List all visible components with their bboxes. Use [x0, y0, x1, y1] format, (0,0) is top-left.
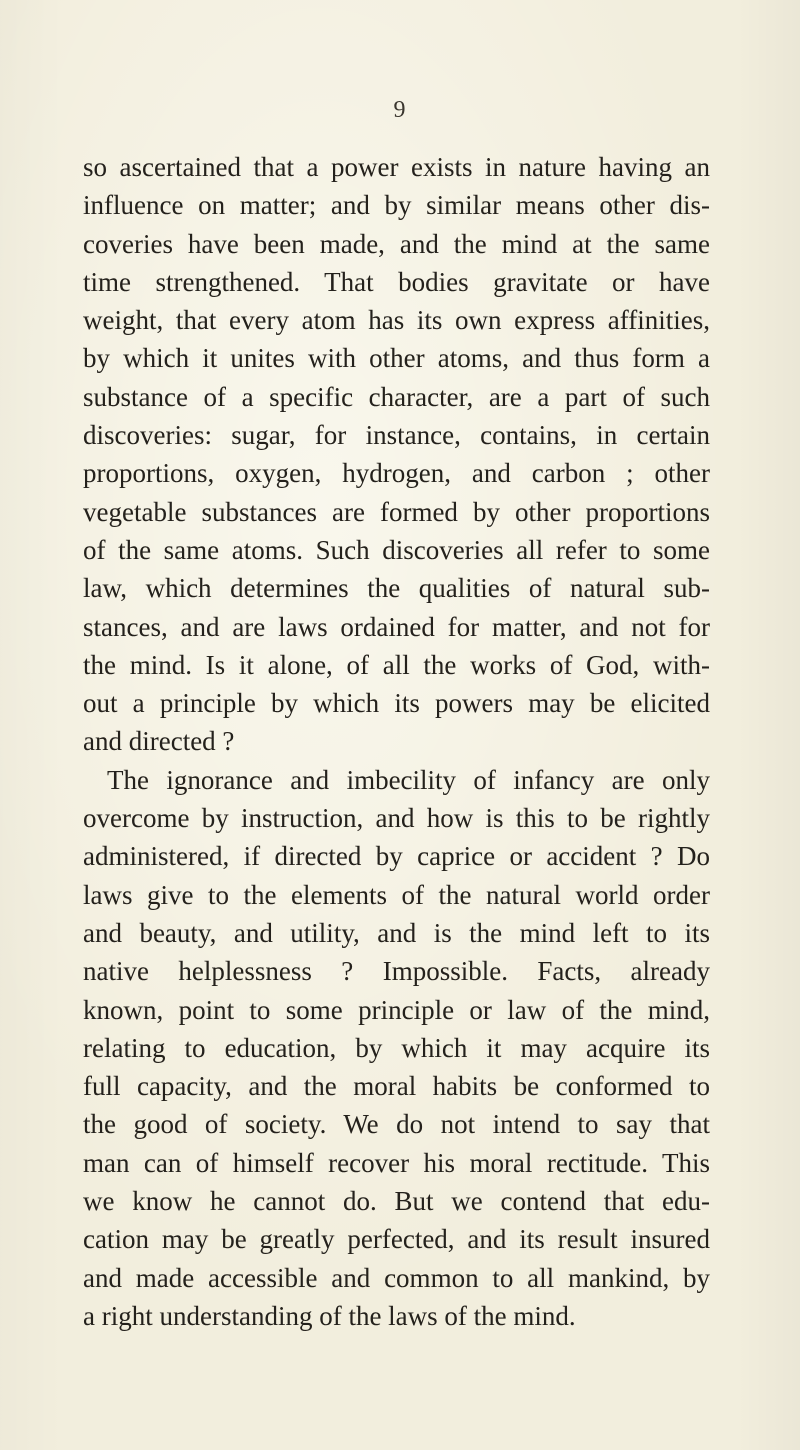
text-line: man can of himself recover his moral rectitude. This: [83, 1147, 710, 1178]
text-line: proportions, oxygen, hydrogen, and carbon ; other: [83, 458, 710, 489]
text-line: by which it unites with other atoms, and thus form a: [83, 343, 710, 374]
text-line: overcome by instruction, and how is this to be rightly: [83, 803, 710, 834]
text-line: law, which determines the qualities of natural sub-: [83, 573, 710, 604]
text-line: of the same atoms. Such discoveries all refer to some: [83, 534, 710, 565]
text-line: and beauty, and utility, and is the mind left to its: [83, 917, 710, 948]
text-line: and made accessible and common to all mankind, by: [83, 1262, 710, 1293]
text-line: we know he cannot do. But we contend that edu-: [83, 1186, 710, 1217]
text-line: cation may be greatly perfected, and its result insured: [83, 1224, 710, 1255]
text-line: time strengthened. That bodies gravitate or have: [83, 266, 710, 297]
text-line: substance of a specific character, are a part of such: [83, 381, 710, 412]
text-line: known, point to some principle or law of the mind,: [83, 994, 710, 1025]
page-number: 9: [393, 97, 407, 123]
text-line: the good of society. We do not intend to say that: [83, 1109, 710, 1140]
paragraph-start-line: The ignorance and imbecility of infancy are only: [107, 764, 710, 795]
text-line: out a principle by which its powers may be elicited: [83, 688, 710, 719]
paragraph-end-line: a right understanding of the laws of the mind.: [83, 1300, 576, 1331]
text-line: discoveries: sugar, for instance, contains, in certain: [83, 420, 710, 451]
text-line: weight, that every atom has its own express affinities,: [83, 305, 710, 336]
text-line: stances, and are laws ordained for matter, and not for: [83, 611, 710, 642]
text-line: coveries have been made, and the mind at the same: [83, 228, 710, 259]
text-line: so ascertained that a power exists in nature having an: [83, 152, 710, 182]
text-line: the mind. Is it alone, of all the works of God, with-: [83, 649, 710, 680]
text-line: influence on matter; and by similar means other dis-: [83, 190, 710, 221]
text-line: full capacity, and the moral habits be conformed to: [83, 1071, 710, 1102]
body-text: [83, 148, 710, 1335]
text-line: native helplessness ? Impossible. Facts, already: [83, 956, 710, 987]
text-line: relating to education, by which it may acquire its: [83, 1032, 710, 1063]
text-line: vegetable substances are formed by other proportions: [83, 496, 710, 527]
text-line: administered, if directed by caprice or accident ? Do: [83, 841, 710, 872]
paragraph-end-line: and directed ?: [83, 726, 235, 757]
text-line: laws give to the elements of the natural world order: [83, 879, 710, 910]
